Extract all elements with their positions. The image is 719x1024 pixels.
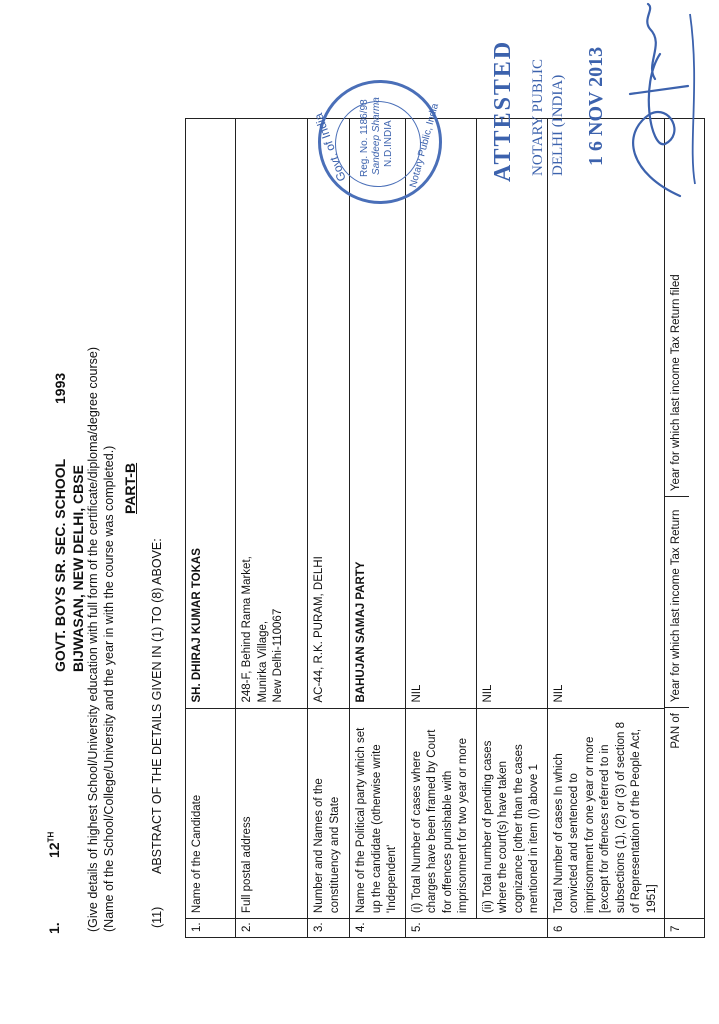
attested-stamp: ATTESTED: [490, 39, 516, 182]
row-number: 3.: [308, 919, 350, 938]
address-line: New Delhi-110067: [272, 608, 285, 703]
row-number: 7: [665, 919, 705, 938]
part-title: PART-B: [122, 462, 138, 514]
pending-cases-value: NIL: [476, 119, 547, 709]
row-number: 1.: [186, 919, 236, 938]
table-row: [665, 119, 705, 938]
address-line: Munirka Village,: [256, 620, 269, 703]
party-value: BAHUJAN SAMAJ PARTY: [350, 119, 406, 709]
tax-return-col: Year for which last income Tax Return: [665, 497, 689, 708]
address-line: 248-F, Behind Rama Market,: [241, 556, 253, 703]
row-number: 2.: [236, 919, 308, 938]
seal-ring-bottom: Notary Public, India: [407, 102, 442, 189]
constituency-value: AC-44, R.K. PURAM, DELHI: [308, 119, 350, 709]
seal-name: Sandeep Sharma: [371, 97, 382, 175]
tax-return-filed-col: Year for which last income Tax Return filed: [670, 274, 683, 492]
notary-title: NOTARY PUBLIC: [530, 58, 546, 176]
row-label: (i) Total Number of cases where charges have been framed by Court for offences punishable with imprisonment for two year or more: [405, 708, 476, 919]
row7-cells: [665, 119, 705, 919]
notary-place: DELHI (INDIA): [550, 74, 566, 176]
education-note-2: (Name of the School/College/University and the year in with the course was completed.): [102, 445, 116, 932]
row-label: Full postal address: [236, 708, 308, 919]
row-label: Total Number of cases In which convicted and sentenced to imprisonment for one year or more [except for offences referred to in subsections (1), (2) or (3) of section 8 of Representation of the People Act, 1951]: [547, 708, 665, 919]
seal-reg-number: Reg. No. 1186/98: [359, 99, 370, 177]
pan-label: PAN of: [665, 708, 689, 919]
education-note-1: (Give details of highest School/University education with full form of the certificate/diploma/degree course): [86, 346, 100, 932]
abstract-table: [185, 118, 705, 938]
row-label: Number and Names of the constituency and State: [308, 708, 350, 919]
postal-address: [236, 119, 308, 709]
seal-ring-top: Govt. of India: [311, 111, 349, 184]
cases-value: NIL: [405, 119, 476, 709]
school-name-line2: BIJWASAN, NEW DELHI, CBSE: [70, 465, 86, 672]
seal-place: N.D.INDIA: [383, 120, 394, 167]
candidate-name: SH. DHIRAJ KUMAR TOKAS: [186, 119, 236, 709]
table-row: [476, 119, 547, 938]
section-number: (11): [150, 906, 164, 928]
education-item-number: 1.: [46, 922, 62, 934]
section-title: ABSTRACT OF THE DETAILS GIVEN IN (1) TO (8) ABOVE:: [150, 538, 164, 874]
school-name-line1: GOVT. BOYS SR. SEC. SCHOOL: [52, 458, 68, 672]
row-label: (ii) Total number of pending cases where the court(s) have taken cognizance [other than the cases mentioned in item (I) above 1: [476, 708, 547, 919]
table-row: [350, 119, 406, 938]
education-class: 12TH: [46, 831, 62, 858]
table-row: [186, 119, 236, 938]
row-number: 4.: [350, 919, 406, 938]
convictions-value: NIL: [547, 119, 665, 709]
tax-subtable: [665, 119, 689, 918]
notary-seal: [311, 80, 442, 204]
attestation-date: 1 6 NOV 2013: [585, 46, 607, 166]
row-number: 5.: [405, 919, 547, 938]
signature-mark: [610, 0, 705, 204]
row-label: Name of the Political party which set up the candidate (otherwise write 'Independent': [350, 708, 406, 919]
row-label: Name of the Candidate: [186, 708, 236, 919]
table-row: [308, 119, 350, 938]
table-row: [236, 119, 308, 938]
table-row: [405, 119, 476, 938]
row-number: 6: [547, 919, 665, 938]
table-row: [547, 119, 665, 938]
education-year: 1993: [52, 372, 68, 404]
